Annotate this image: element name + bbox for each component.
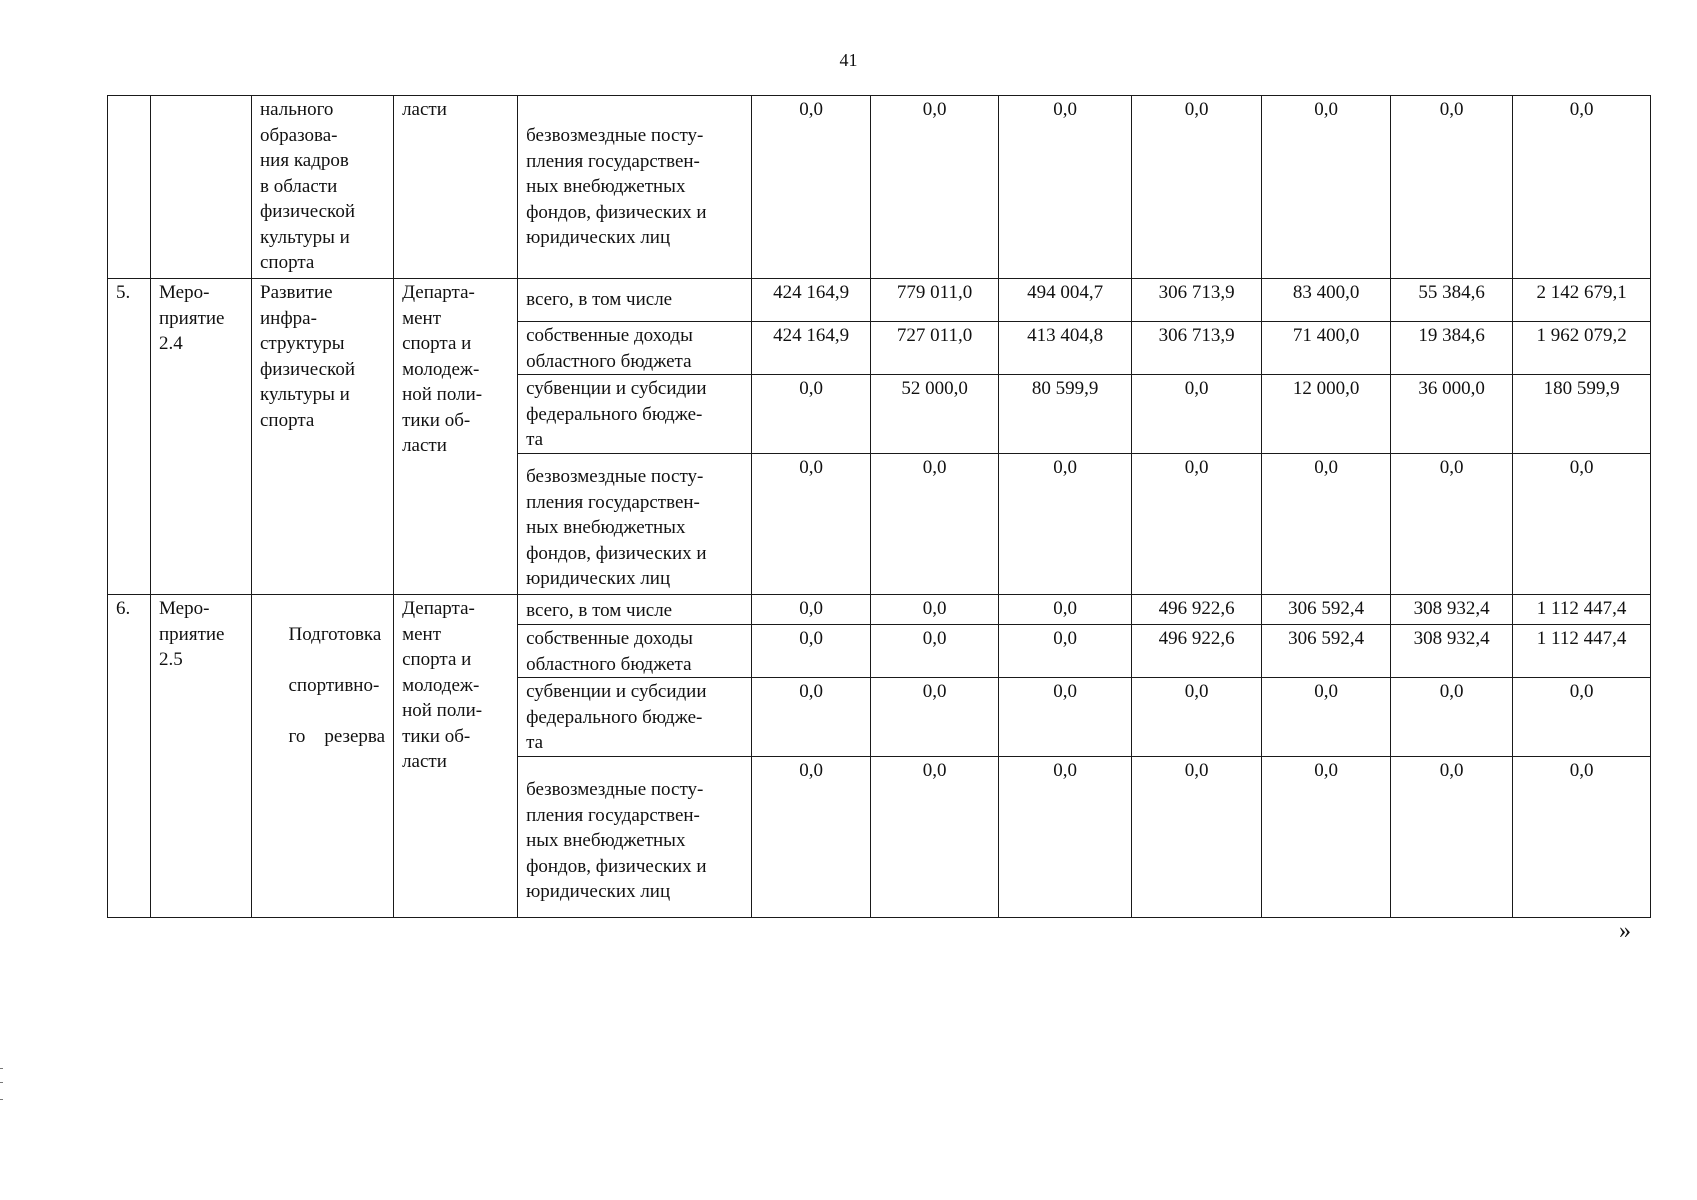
value-cell: 52 000,0 [871,375,999,454]
row-number-cell: 6. [108,595,151,918]
cell-line: всего, в том числе [526,289,673,310]
value-cell: 0,0 [999,625,1132,678]
cell-line: безвозмездные посту- [526,125,704,146]
cell-line: ной поли- [402,700,483,721]
cell-line: молодеж- [402,674,480,696]
executor-cell [394,279,518,595]
cell-line: федерального бюдже- [526,403,703,425]
funding-source-cell [518,375,752,454]
value-cell: 0,0 [1391,757,1513,918]
funding-source-cell [518,96,752,279]
value-cell: 0,0 [871,454,999,595]
value-cell: 0,0 [871,678,999,757]
value-cell: 0,0 [1513,678,1651,757]
funding-source-cell [518,757,752,918]
cell-line: физической [260,358,355,380]
value-cell: 0,0 [1513,96,1651,279]
value-cell: 0,0 [871,625,999,678]
cell-line: Департа- [402,598,475,619]
table-row [108,279,1651,322]
row-number-cell [108,96,151,279]
value-cell: 496 922,6 [1132,595,1262,625]
scan-edge-mark [0,1068,3,1100]
cell-line: физической [260,201,355,222]
value-cell: 306 713,9 [1132,279,1262,322]
cell-line: ласти [402,751,447,772]
cell-line: тики об- [402,725,471,747]
value-cell: 0,0 [1391,454,1513,595]
value-cell: 0,0 [1132,375,1262,454]
value-cell: 0,0 [1391,678,1513,757]
value-cell: 0,0 [752,595,871,625]
financing-table [107,95,1651,918]
row-number-cell: 5. [108,279,151,595]
value-cell: 779 011,0 [871,279,999,322]
cell-line: спорта [260,252,315,273]
event-name-cell [252,595,394,918]
cell-line: безвозмездные посту- [526,779,704,800]
cell-line: пления государствен- [526,150,700,172]
cell-line: мент [402,307,442,329]
value-cell: 0,0 [1262,757,1391,918]
cell-line: юридических лиц [526,881,671,902]
cell-line: всего, в том числе [526,600,673,621]
cell-line: нального [260,99,334,120]
cell-line: федерального бюдже- [526,706,703,728]
cell-line: структуры [260,333,345,354]
value-cell: 0,0 [999,595,1132,625]
value-cell: 424 164,9 [752,279,871,322]
funding-source-cell [518,625,752,678]
cell-line: ласти [402,99,447,120]
cell-line: тики об- [402,409,471,431]
cell-line: субвенции и субсидии [526,681,707,702]
value-cell: 0,0 [871,96,999,279]
value-cell: 0,0 [1513,454,1651,595]
value-cell: 0,0 [871,595,999,625]
value-cell: 0,0 [752,678,871,757]
cell-line: собственные доходы [526,628,693,649]
cell-line: областного бюджета [526,653,692,675]
cell-line: Меро- [159,598,210,619]
cell-line: спорта и [402,649,472,670]
page-number: 41 [839,50,858,70]
funding-source-cell [518,678,752,757]
value-cell: 306 592,4 [1262,595,1391,625]
value-cell: 0,0 [752,757,871,918]
value-cell: 0,0 [999,678,1132,757]
value-cell: 424 164,9 [752,322,871,375]
value-cell: 0,0 [999,96,1132,279]
value-cell: 494 004,7 [999,279,1132,322]
value-cell: 0,0 [1262,454,1391,595]
value-cell: 0,0 [1513,757,1651,918]
cell-line: безвозмездные посту- [526,466,704,487]
cell-line: приятие [159,623,225,645]
cell-line: культуры и [260,226,350,248]
value-cell: 80 599,9 [999,375,1132,454]
funding-source-cell [518,595,752,625]
cell-line: субвенции и субсидии [526,378,707,399]
cell-line: Меро- [159,282,210,303]
cell-line: ных внебюджетных [526,517,686,538]
value-cell: 0,0 [999,454,1132,595]
table-row [108,96,1651,279]
cell-line: спорта [260,409,315,431]
value-cell: 71 400,0 [1262,322,1391,375]
cell-line: ной поли- [402,384,483,405]
value-cell: 55 384,6 [1391,279,1513,322]
value-cell: 12 000,0 [1262,375,1391,454]
value-cell: 306 713,9 [1132,322,1262,375]
value-cell: 308 932,4 [1391,595,1513,625]
cell-line: Развитие [260,282,333,303]
value-cell: 1 112 447,4 [1513,625,1651,678]
event-cell [151,96,252,279]
cell-line: та [526,732,544,753]
value-cell: 2 142 679,1 [1513,279,1651,322]
funding-source-cell [518,454,752,595]
cell-line: ния кадров [260,150,349,171]
funding-source-cell [518,279,752,322]
value-cell: 1 962 079,2 [1513,322,1651,375]
value-cell: 306 592,4 [1262,625,1391,678]
value-cell: 0,0 [1132,678,1262,757]
value-cell: 1 112 447,4 [1513,595,1651,625]
value-cell: 0,0 [752,454,871,595]
value-cell: 0,0 [752,96,871,279]
cell-line: приятие [159,307,225,329]
value-cell: 0,0 [1262,678,1391,757]
value-cell: 0,0 [752,625,871,678]
value-cell: 19 384,6 [1391,322,1513,375]
event-cell [151,279,252,595]
value-cell: 727 011,0 [871,322,999,375]
cell-line: та [526,429,544,450]
cell-line: 2.4 [159,333,183,354]
value-cell: 0,0 [1132,454,1262,595]
cell-line: Подготовка [288,623,382,645]
cell-line: пления государствен- [526,804,700,826]
cell-line: собственные доходы [526,325,693,346]
event-name-cell [252,96,394,279]
cell-line: Департа- [402,282,475,303]
executor-cell [394,96,518,279]
funding-source-cell [518,322,752,375]
value-cell: 36 000,0 [1391,375,1513,454]
continuation-mark: » [1619,918,1631,944]
cell-line: юридических лиц [526,568,671,589]
value-cell: 83 400,0 [1262,279,1391,322]
value-cell: 0,0 [999,757,1132,918]
cell-line: мент [402,623,442,645]
cell-line: фондов, физических и [526,542,707,564]
cell-line: ных внебюджетных [526,830,686,851]
value-cell: 180 599,9 [1513,375,1651,454]
value-cell: 0,0 [1262,96,1391,279]
cell-line: ных внебюджетных [526,176,686,197]
event-name-cell [252,279,394,595]
cell-line: спорта и [402,333,472,354]
cell-line: фондов, физических и [526,855,707,877]
value-cell: 0,0 [1391,96,1513,279]
executor-cell [394,595,518,918]
cell-line: культуры и [260,384,350,405]
cell-line: областного бюджета [526,350,692,372]
cell-line: спортивно- [288,674,380,696]
cell-line: инфра- [260,307,317,329]
value-cell: 0,0 [1132,757,1262,918]
cell-line: образова- [260,124,338,146]
cell-line: молодеж- [402,358,480,380]
cell-line: юридических лиц [526,227,671,248]
value-cell: 496 922,6 [1132,625,1262,678]
cell-line: пления государствен- [526,491,700,513]
cell-line: ласти [402,435,447,456]
value-cell: 0,0 [752,375,871,454]
cell-line: го резерва [288,725,386,747]
value-cell: 413 404,8 [999,322,1132,375]
value-cell: 0,0 [871,757,999,918]
event-cell [151,595,252,918]
cell-line: 2.5 [159,649,183,670]
table-row [108,595,1651,625]
value-cell: 308 932,4 [1391,625,1513,678]
cell-line: фондов, физических и [526,201,707,223]
cell-line: в области [260,175,338,197]
value-cell: 0,0 [1132,96,1262,279]
